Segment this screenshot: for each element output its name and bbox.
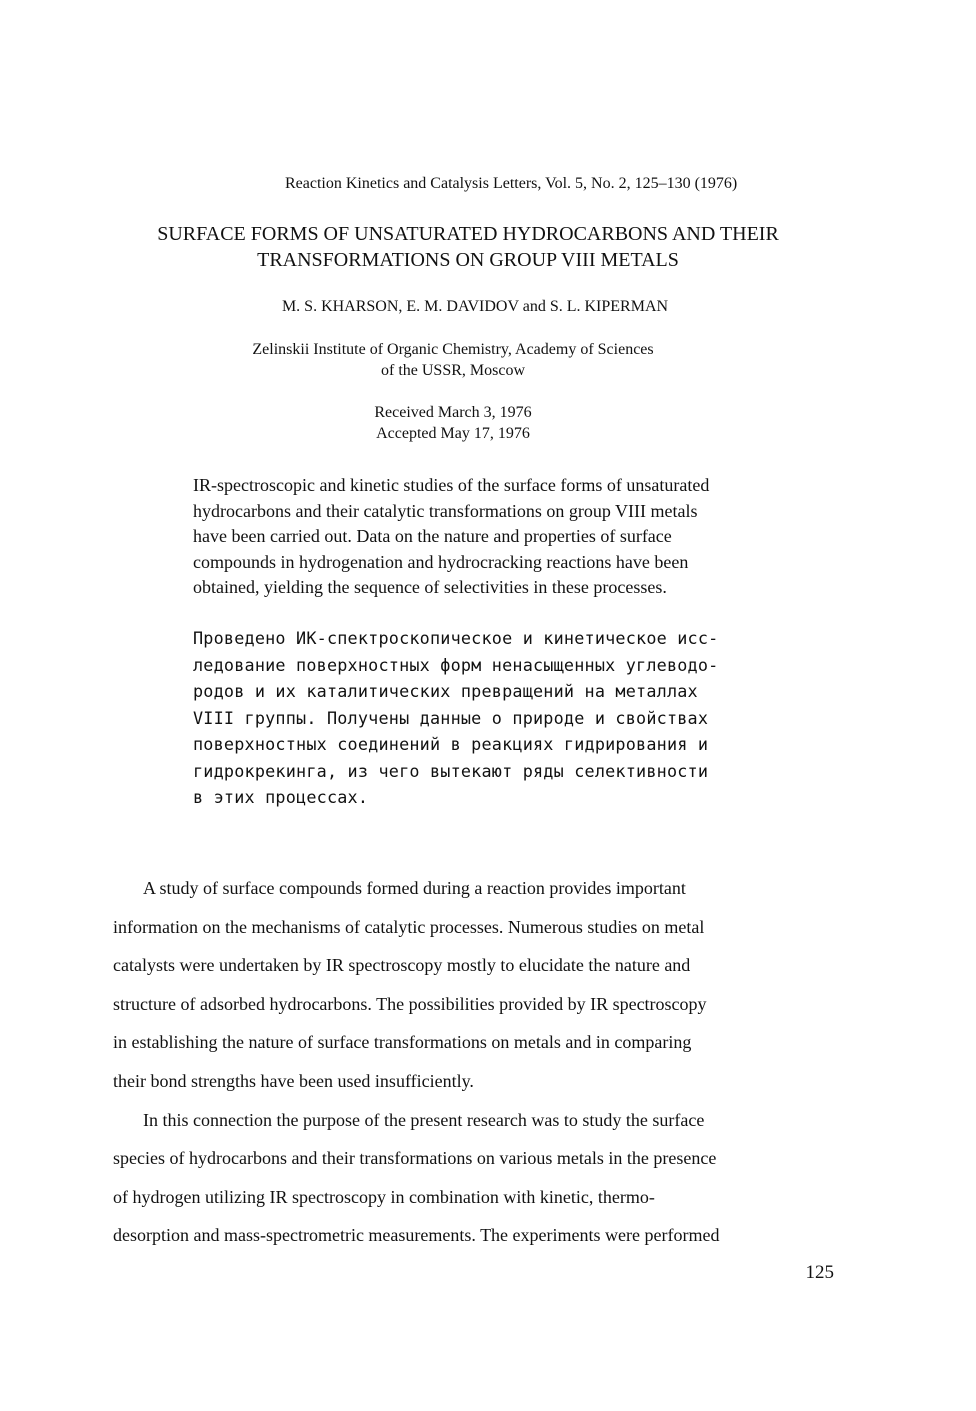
abstract-line: hydrocarbons and their catalytic transformations on group VIII metals [193, 500, 698, 521]
abstract-english [193, 473, 833, 601]
affiliation-line: of the USSR, Moscow [380, 362, 525, 379]
accepted-date: Accepted May 17, 1976 [376, 425, 530, 442]
body-line: species of hydrocarbons and their transformations on various metals in the presence [113, 1148, 717, 1169]
body-line: In this connection the purpose of the present research was to study the surface [143, 1109, 705, 1130]
page-number: 125 [805, 1262, 834, 1283]
abstract-line: в этих процессах. [193, 787, 369, 807]
affiliation [100, 339, 806, 381]
abstract-line: родов и их каталитических превращений на металлах [193, 681, 698, 701]
body-line: information on the mechanisms of catalytic processes. Numerous studies on metal [113, 916, 705, 937]
abstract-line: IR-spectroscopic and kinetic studies of the surface forms of unsaturated [193, 475, 710, 495]
body-line: their bond strengths have been used insufficiently. [113, 1070, 474, 1091]
abstract-line: have been carried out. Data on the nature and properties of surface [193, 526, 672, 546]
abstract-russian [193, 625, 843, 811]
abstract-line: Проведено ИК-спектроскопическое и кинетическое исс- [193, 628, 719, 648]
title-line: TRANSFORMATIONS ON GROUP VIII METALS [257, 249, 679, 271]
affiliation-line: Zelinskii Institute of Organic Chemistry, Academy of Sciences [252, 341, 654, 358]
dates [100, 402, 806, 444]
abstract-line: ледование поверхностных форм ненасыщенных углеводо- [193, 654, 719, 675]
abstract-line: поверхностных соединений в реакциях гидрирования и [193, 734, 709, 754]
received-date: Received March 3, 1976 [374, 404, 532, 421]
abstract-line: VIII группы. Получены данные о природе и свойствах [193, 707, 709, 728]
body-line: structure of adsorbed hydrocarbons. The possibilities provided by IR spectroscopy [113, 993, 707, 1014]
paper-title [100, 221, 836, 273]
body-line: A study of surface compounds formed during a reaction provides important [143, 878, 686, 898]
body-text [113, 869, 853, 1255]
body-line: of hydrogen utilizing IR spectroscopy in combination with kinetic, thermo- [113, 1186, 655, 1207]
body-line: catalysts were undertaken by IR spectroscopy mostly to elucidate the nature and [113, 955, 691, 976]
body-line: in establishing the nature of surface transformations on metals and in comparing [113, 1032, 692, 1053]
authors: M. S. KHARSON, E. M. DAVIDOV and S. L. KIPERMAN [281, 298, 669, 315]
abstract-line: obtained, yielding the sequence of selectivities in these processes. [193, 577, 667, 597]
journal-reference: Reaction Kinetics and Catalysis Letters, Vol. 5, No. 2, 125–130 (1976) [285, 175, 738, 192]
abstract-line: гидрокрекинга, из чего вытекают ряды селективности [193, 760, 709, 781]
body-line: desorption and mass-spectrometric measurements. The experiments were performed [113, 1225, 720, 1246]
title-line: SURFACE FORMS OF UNSATURATED HYDROCARBONS AND THEIR [157, 223, 779, 245]
abstract-line: compounds in hydrogenation and hydrocracking reactions have been [193, 551, 689, 572]
